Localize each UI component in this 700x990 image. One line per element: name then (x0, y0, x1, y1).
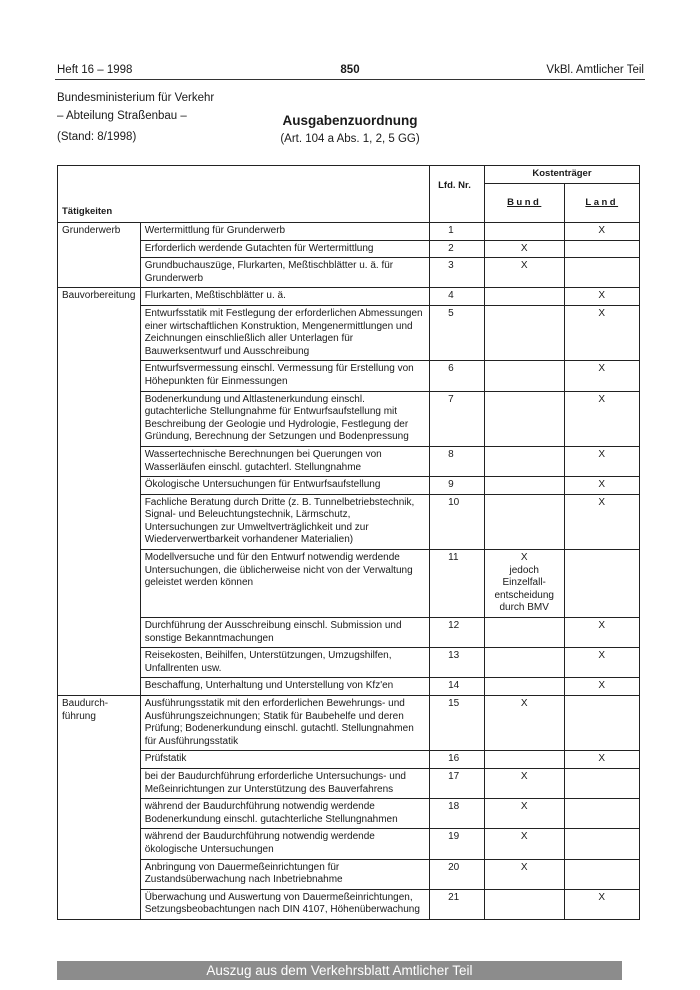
land-mark: X (564, 391, 640, 446)
bund-mark (484, 494, 564, 549)
activity-text: Ökologische Untersuchungen für Entwurfsaufstellung (140, 477, 429, 495)
category-cell (58, 240, 141, 258)
ministry-department: – Abteilung Straßenbau – (57, 110, 187, 122)
header-land-cell (564, 183, 640, 222)
allocation-table (57, 165, 640, 920)
row-number: 18 (430, 799, 485, 829)
land-mark: X (564, 305, 640, 360)
bund-mark: X (484, 859, 564, 889)
land-mark: X (564, 446, 640, 476)
document-title: Ausgabenzuordnung (282, 113, 418, 128)
category-cell (58, 477, 141, 495)
category-cell (58, 618, 141, 648)
header-divider (55, 79, 645, 80)
category-cell (58, 678, 141, 696)
row-number: 21 (430, 889, 485, 919)
activity-text: Modellversuche und für den Entwurf notwendig werdende Untersuchungen, die üblicherweise nicht von der Verwaltung geleistet werden können (140, 550, 429, 618)
table-row (58, 446, 640, 476)
row-number: 19 (430, 829, 485, 859)
table-row (58, 288, 640, 306)
land-mark (564, 240, 640, 258)
bund-mark (484, 751, 564, 769)
header-nr: Lfd. Nr. (438, 180, 471, 191)
land-mark (564, 768, 640, 798)
activity-text: Bodenerkundung und Altlastenerkundung einschl. gutachterliche Stellungnahme für Entwurfsaufstellung mit Beschreibung der Geologie und Hydrologie, Festlegung der Gründung, Berechnung der Setzungen und Bodenpressung (140, 391, 429, 446)
table-row (58, 799, 640, 829)
header-bund-cell (484, 183, 564, 222)
row-number: 12 (430, 618, 485, 648)
activity-text: Entwurfsvermessung einschl. Vermessung für Erstellung von Höhepunkten für Einmessungen (140, 361, 429, 391)
table-row (58, 751, 640, 769)
row-number: 14 (430, 678, 485, 696)
category-cell (58, 889, 141, 919)
land-mark: X (564, 494, 640, 549)
page-number: 850 (340, 64, 360, 76)
land-mark: X (564, 361, 640, 391)
category-cell (58, 446, 141, 476)
header-cost-bearer: Kostenträger (484, 166, 639, 184)
bund-mark (484, 889, 564, 919)
activity-text: Fachliche Beratung durch Dritte (z. B. Tunnelbetriebstechnik, Signal- und Beleuchtungstechnik, Lärmschutz, Untersuchungen zur Umweltverträglichkeit und zur Wiederverwertbarkeit vorhandener Materialien) (140, 494, 429, 549)
row-number: 3 (430, 258, 485, 288)
ministry-name: Bundesministerium für Verkehr (57, 92, 215, 104)
header-activities-cell (58, 166, 430, 223)
activity-text: Entwurfsstatik mit Festlegung der erforderlichen Abmessungen einer wirtschaftlichen Konstruktion, Mengenermittlungen und Zeichnungen einschließlich aller Unterlagen für Bauwerksentwurf und Ausschreibung (140, 305, 429, 360)
category-cell (58, 829, 141, 859)
table-row (58, 258, 640, 288)
activity-text: während der Baudurchführung notwendig werdende ökologische Untersuchungen (140, 829, 429, 859)
table-row (58, 889, 640, 919)
category-cell: Grunderwerb (58, 223, 141, 241)
table-row (58, 696, 640, 751)
bund-mark (484, 288, 564, 306)
activity-text: bei der Baudurchführung erforderliche Untersuchungs- und Meßeinrichtungen zur Unterstützung des Bauverfahrens (140, 768, 429, 798)
table-row (58, 305, 640, 360)
activity-text: Beschaffung, Unterhaltung und Unterstellung von Kfz'en (140, 678, 429, 696)
table-row (58, 768, 640, 798)
row-number: 2 (430, 240, 485, 258)
category-cell (58, 648, 141, 678)
header-activities: Tätigkeiten (62, 206, 113, 218)
bund-mark (484, 361, 564, 391)
bund-mark: X jedoch Einzelfall- entscheidung durch BMV (484, 550, 564, 618)
activity-text: Prüfstatik (140, 751, 429, 769)
category-cell (58, 550, 141, 618)
category-cell (58, 494, 141, 549)
row-number: 5 (430, 305, 485, 360)
document-subtitle: (Art. 104 a Abs. 1, 2, 5 GG) (280, 133, 420, 145)
land-mark (564, 799, 640, 829)
activity-text: Wertermittlung für Grunderwerb (140, 223, 429, 241)
bund-mark (484, 223, 564, 241)
document-status: (Stand: 8/1998) (57, 131, 137, 143)
land-mark (564, 859, 640, 889)
table-row (58, 618, 640, 648)
row-number: 20 (430, 859, 485, 889)
row-number: 17 (430, 768, 485, 798)
land-mark (564, 696, 640, 751)
bund-mark (484, 305, 564, 360)
bund-mark (484, 648, 564, 678)
activity-text: Durchführung der Ausschreibung einschl. Submission und sonstige Bekanntmachungen (140, 618, 429, 648)
activity-text: Grundbuchauszüge, Flurkarten, Meßtischblätter u. ä. für Grunderwerb (140, 258, 429, 288)
footer-banner: Auszug aus dem Verkehrsblatt Amtlicher Teil (57, 961, 622, 980)
table-row (58, 361, 640, 391)
header-land: Land (585, 196, 619, 208)
bund-mark: X (484, 799, 564, 829)
bund-mark (484, 446, 564, 476)
bund-mark: X (484, 258, 564, 288)
category-cell (58, 305, 141, 360)
land-mark (564, 258, 640, 288)
row-number: 15 (430, 696, 485, 751)
land-mark: X (564, 477, 640, 495)
land-mark: X (564, 288, 640, 306)
issue-number: Heft 16 – 1998 (57, 64, 133, 76)
row-number: 9 (430, 477, 485, 495)
row-number: 1 (430, 223, 485, 241)
table-row (58, 550, 640, 618)
row-number: 16 (430, 751, 485, 769)
journal-name: VkBl. Amtlicher Teil (546, 64, 644, 76)
land-mark: X (564, 678, 640, 696)
row-number: 8 (430, 446, 485, 476)
bund-mark (484, 678, 564, 696)
category-cell (58, 258, 141, 288)
activity-text: Wassertechnische Berechnungen bei Querungen von Wasserläufen einschl. gutachterl. Stellungnahme (140, 446, 429, 476)
table-row (58, 391, 640, 446)
activity-text: Überwachung und Auswertung von Dauermeßeinrichtungen, Setzungsbeobachtungen nach DIN 4107, Höhenüberwachung (140, 889, 429, 919)
row-number: 7 (430, 391, 485, 446)
category-cell (58, 859, 141, 889)
row-number: 4 (430, 288, 485, 306)
header-nr-cell (430, 166, 485, 223)
table-row (58, 494, 640, 549)
activity-text: Anbringung von Dauermeßeinrichtungen für Zustandsüberwachung nach Inbetriebnahme (140, 859, 429, 889)
table-row (58, 223, 640, 241)
table-row (58, 859, 640, 889)
table-row (58, 477, 640, 495)
bund-mark (484, 477, 564, 495)
table-row (58, 648, 640, 678)
category-cell (58, 391, 141, 446)
land-mark: X (564, 889, 640, 919)
category-cell (58, 361, 141, 391)
activity-text: Ausführungsstatik mit den erforderlichen Bewehrungs- und Ausführungszeichnungen; Statik für Baubehelfe und deren Prüfung; Bodenerkundung einschl. gutachtl. Stellungnahmen für Ausführungsstatik (140, 696, 429, 751)
bund-mark (484, 618, 564, 648)
bund-mark: X (484, 768, 564, 798)
activity-text: Erforderlich werdende Gutachten für Wertermittlung (140, 240, 429, 258)
table-row (58, 678, 640, 696)
bund-mark: X (484, 240, 564, 258)
activity-text: Flurkarten, Meßtischblätter u. ä. (140, 288, 429, 306)
header-bund: Bund (507, 196, 542, 208)
row-number: 10 (430, 494, 485, 549)
category-cell (58, 799, 141, 829)
land-mark (564, 829, 640, 859)
category-cell: Baudurch- führung (58, 696, 141, 751)
category-cell (58, 751, 141, 769)
land-mark (564, 550, 640, 618)
row-number: 11 (430, 550, 485, 618)
category-cell: Bauvorbereitung (58, 288, 141, 306)
category-cell (58, 768, 141, 798)
bund-mark: X (484, 696, 564, 751)
bund-mark: X (484, 829, 564, 859)
table-row (58, 829, 640, 859)
activity-text: während der Baudurchführung notwendig werdende Bodenerkundung einschl. gutachterliche Stellungnahmen (140, 799, 429, 829)
activity-text: Reisekosten, Beihilfen, Unterstützungen, Umzugshilfen, Unfallrenten usw. (140, 648, 429, 678)
table-row (58, 240, 640, 258)
land-mark: X (564, 751, 640, 769)
land-mark: X (564, 618, 640, 648)
row-number: 6 (430, 361, 485, 391)
land-mark: X (564, 223, 640, 241)
land-mark: X (564, 648, 640, 678)
row-number: 13 (430, 648, 485, 678)
table-body (58, 223, 640, 920)
bund-mark (484, 391, 564, 446)
